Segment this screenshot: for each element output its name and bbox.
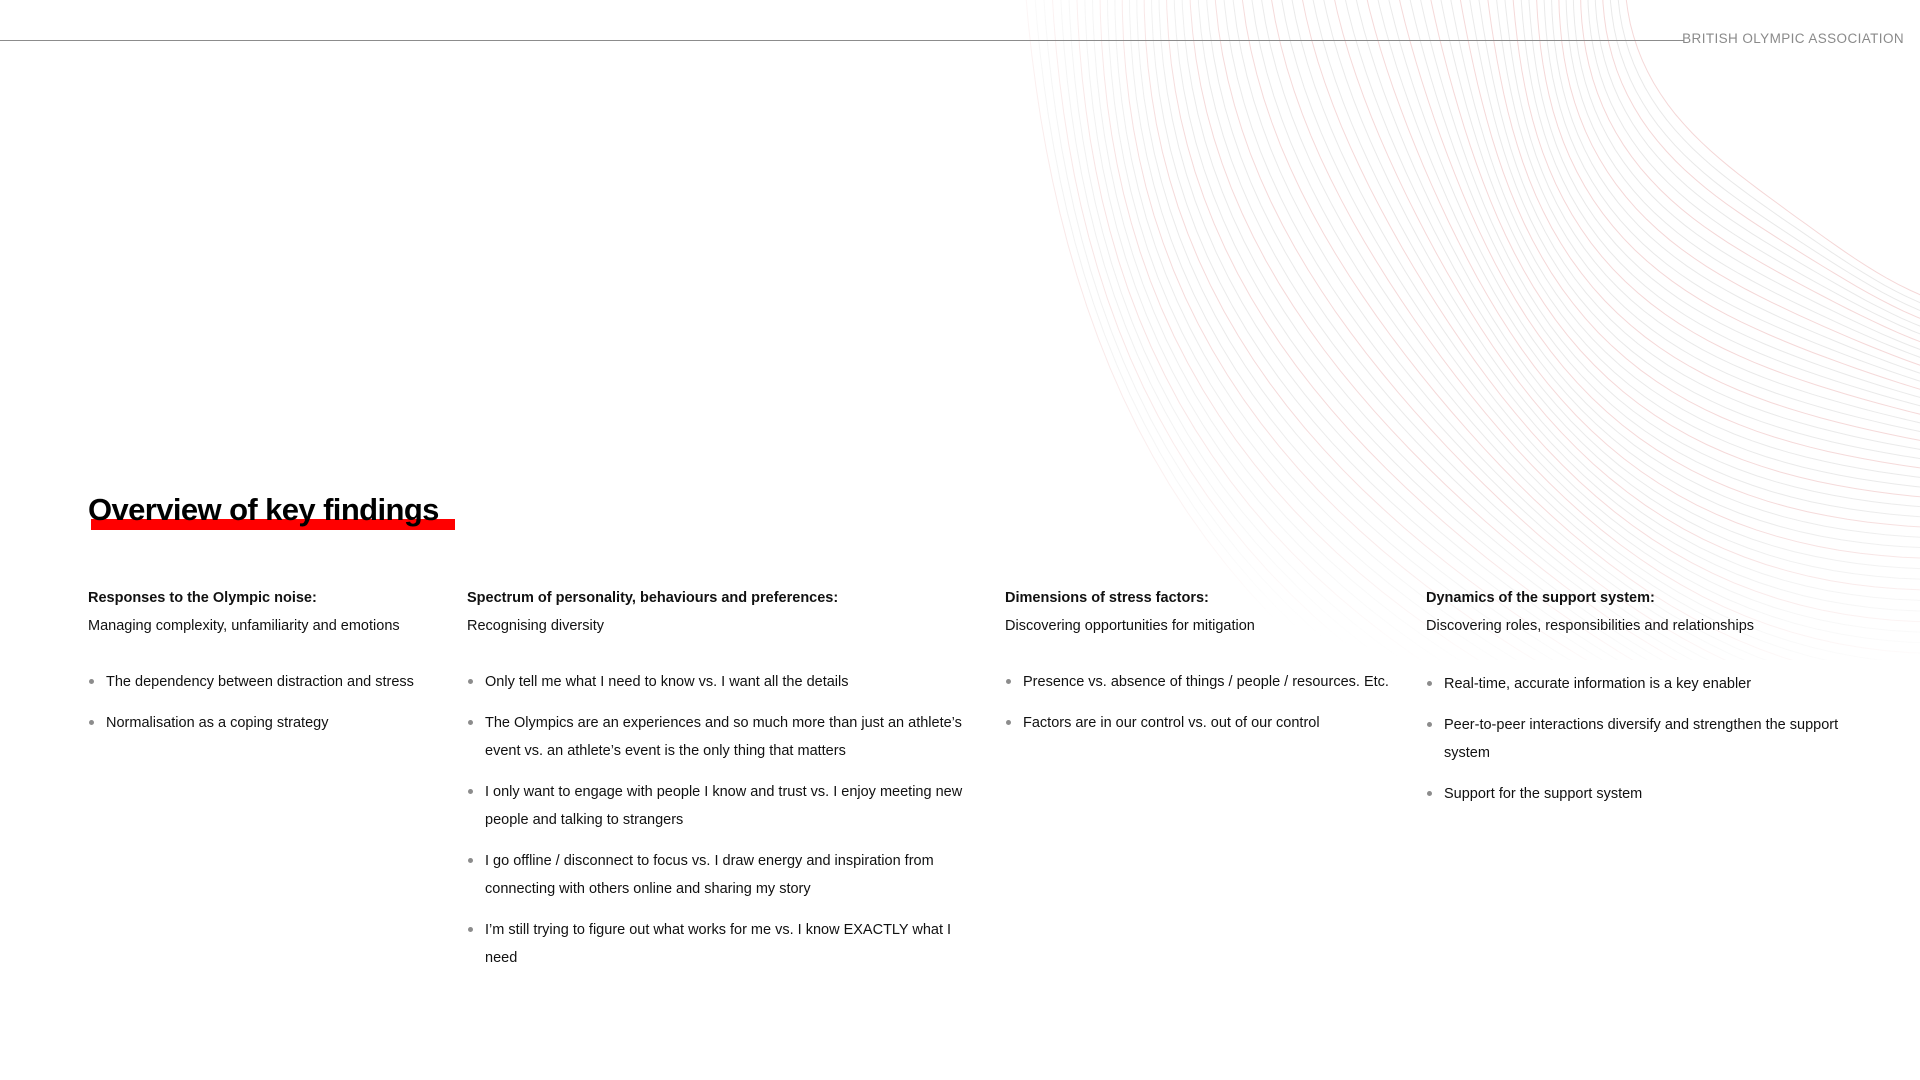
wave-line: [1122, 0, 1920, 660]
list-item-text: The dependency between distraction and stress: [106, 674, 414, 690]
bullet-icon: [1006, 679, 1011, 684]
finding-list: [1426, 670, 1866, 808]
wave-line: [1129, 0, 1920, 660]
list-item-text: Presence vs. absence of things / people / resources. Etc.: [1023, 674, 1389, 690]
wave-line: [1302, 0, 1920, 611]
wave-line: [1312, 0, 1920, 601]
wave-line: [1189, 0, 1920, 660]
list-item: [467, 709, 972, 766]
wave-line: [1559, 0, 1920, 390]
bullet-icon: [1427, 791, 1432, 796]
list-item-text: I’m still trying to figure out what works for me vs. I know EXACTLY what I need: [485, 921, 952, 966]
wave-line: [1544, 0, 1920, 406]
wave-line: [1508, 0, 1920, 436]
wave-line: [1107, 0, 1920, 660]
wave-line: [1372, 0, 1920, 539]
list-item-text: Normalisation as a coping strategy: [106, 714, 329, 731]
wave-line: [1256, 0, 1920, 660]
finding-column-noise: [88, 588, 433, 749]
list-item: [467, 668, 972, 697]
wave-line: [1115, 0, 1920, 660]
wave-line: [1205, 0, 1920, 660]
list-item: [467, 778, 972, 835]
wave-line: [1498, 0, 1920, 444]
wave-line: [1414, 0, 1920, 503]
list-item-text: The Olympics are an experiences and so much more than just an athlete’s event vs. an athlete’s event is the only thing that matters: [485, 714, 962, 759]
list-item-text: Factors are in our control vs. out of our control: [1023, 714, 1320, 731]
wave-line: [1403, 0, 1920, 511]
wave-line: [1435, 0, 1920, 488]
column-heading: Responses to the Olympic noise:: [88, 590, 317, 606]
wave-line: [1283, 0, 1920, 633]
wave-line: [1059, 0, 1920, 660]
wave-line: [1144, 0, 1920, 660]
finding-column-stress: [1005, 588, 1405, 749]
wave-line: [1293, 0, 1920, 622]
finding-list: [88, 668, 433, 737]
wave-line: [1247, 0, 1920, 660]
finding-column-support: [1426, 588, 1866, 820]
wave-line: [1488, 0, 1920, 451]
list-item-text: Only tell me what I need to know vs. I want all the details: [485, 674, 849, 690]
wave-line: [1041, 0, 1920, 660]
wave-line: [1625, 0, 1920, 314]
wave-line: [1341, 0, 1920, 569]
wave-line: [1617, 0, 1920, 323]
wave-line: [1352, 0, 1920, 559]
bullet-icon: [1427, 722, 1432, 727]
bullet-icon: [468, 858, 473, 863]
wave-line: [1393, 0, 1920, 520]
page-title: Overview of key findings: [88, 492, 439, 527]
bullet-icon: [468, 789, 473, 794]
column-subheading: Managing complexity, unfamiliarity and emotions: [88, 618, 400, 634]
wave-line: [1581, 0, 1920, 366]
wave-line: [1536, 0, 1920, 414]
list-item-text: Real-time, accurate information is a key enabler: [1444, 676, 1752, 692]
list-item: [88, 668, 433, 697]
brand-label: BRITISH OLYMPIC ASSOCIATION: [1682, 31, 1904, 46]
column-heading: Spectrum of personality, behaviours and preferences:: [467, 590, 839, 606]
wave-line: [1424, 0, 1920, 495]
wave-line: [1382, 0, 1920, 529]
background-wave-pattern: [860, 0, 1920, 660]
wave-line: [1084, 0, 1920, 660]
bullet-icon: [89, 679, 94, 684]
column-subheading: Discovering opportunities for mitigation: [1005, 618, 1255, 634]
finding-list: [1005, 668, 1405, 737]
wave-line: [1456, 0, 1920, 473]
list-item: [1005, 709, 1405, 738]
wave-line: [1182, 0, 1920, 660]
wave-line: [1222, 0, 1920, 660]
column-subheading: Recognising diversity: [467, 618, 605, 634]
wave-line: [1477, 0, 1920, 458]
wave-line: [1566, 0, 1920, 382]
wave-line: [1159, 0, 1920, 660]
wave-line: [1151, 0, 1920, 660]
wave-line: [1166, 0, 1920, 660]
wave-line: [1197, 0, 1920, 660]
wave-line: [1362, 0, 1920, 549]
wave-line: [1602, 0, 1920, 341]
title-block: [88, 488, 439, 532]
bullet-icon: [468, 679, 473, 684]
wave-line: [1031, 0, 1920, 660]
wave-line: [1332, 0, 1920, 580]
finding-list: [467, 668, 972, 973]
wave-line: [1230, 0, 1920, 660]
wave-line: [1213, 0, 1920, 660]
wave-line: [1092, 0, 1920, 660]
wave-line: [1573, 0, 1920, 374]
list-item: [1005, 668, 1405, 697]
wave-line: [1265, 0, 1920, 654]
list-item: [467, 916, 972, 973]
list-item: [1426, 711, 1866, 768]
wave-line: [1322, 0, 1920, 590]
wave-line: [1076, 0, 1920, 660]
list-item: [467, 847, 972, 904]
wave-line: [1518, 0, 1920, 429]
wave-line: [1274, 0, 1920, 643]
wave-line: [1174, 0, 1920, 660]
wave-line: [1068, 0, 1920, 660]
list-item: [88, 709, 433, 738]
bullet-icon: [89, 720, 94, 725]
wave-line: [1610, 0, 1920, 332]
wave-line: [1050, 0, 1920, 660]
list-item: [1426, 670, 1866, 699]
column-heading: Dynamics of the support system:: [1426, 590, 1655, 606]
wave-line: [1467, 0, 1920, 466]
list-item-text: I only want to engage with people I know and trust vs. I enjoy meeting new people and talking to strangers: [485, 783, 963, 828]
wave-line: [1137, 0, 1920, 660]
header-rule: [0, 40, 1684, 41]
wave-line: [1100, 0, 1920, 660]
column-subheading: Discovering roles, responsibilities and relationships: [1426, 618, 1755, 634]
bullet-icon: [1427, 681, 1432, 686]
list-item-text: Peer-to-peer interactions diversify and strengthen the support system: [1444, 716, 1839, 761]
wave-line: [1527, 0, 1920, 421]
list-item: [1426, 780, 1866, 809]
bullet-icon: [468, 927, 473, 932]
list-item-text: Support for the support system: [1444, 785, 1643, 802]
wave-line: [1551, 0, 1920, 398]
wave-line: [1239, 0, 1920, 660]
wave-line: [1021, 0, 1920, 660]
list-item-text: I go offline / disconnect to focus vs. I draw energy and inspiration from connecting with others online and sharing my story: [485, 852, 934, 897]
bullet-icon: [1006, 720, 1011, 725]
wave-line: [1588, 0, 1920, 358]
wave-line: [1595, 0, 1920, 349]
wave-line: [1445, 0, 1920, 480]
column-heading: Dimensions of stress factors:: [1005, 590, 1209, 606]
bullet-icon: [468, 720, 473, 725]
finding-column-personality: [467, 588, 972, 985]
